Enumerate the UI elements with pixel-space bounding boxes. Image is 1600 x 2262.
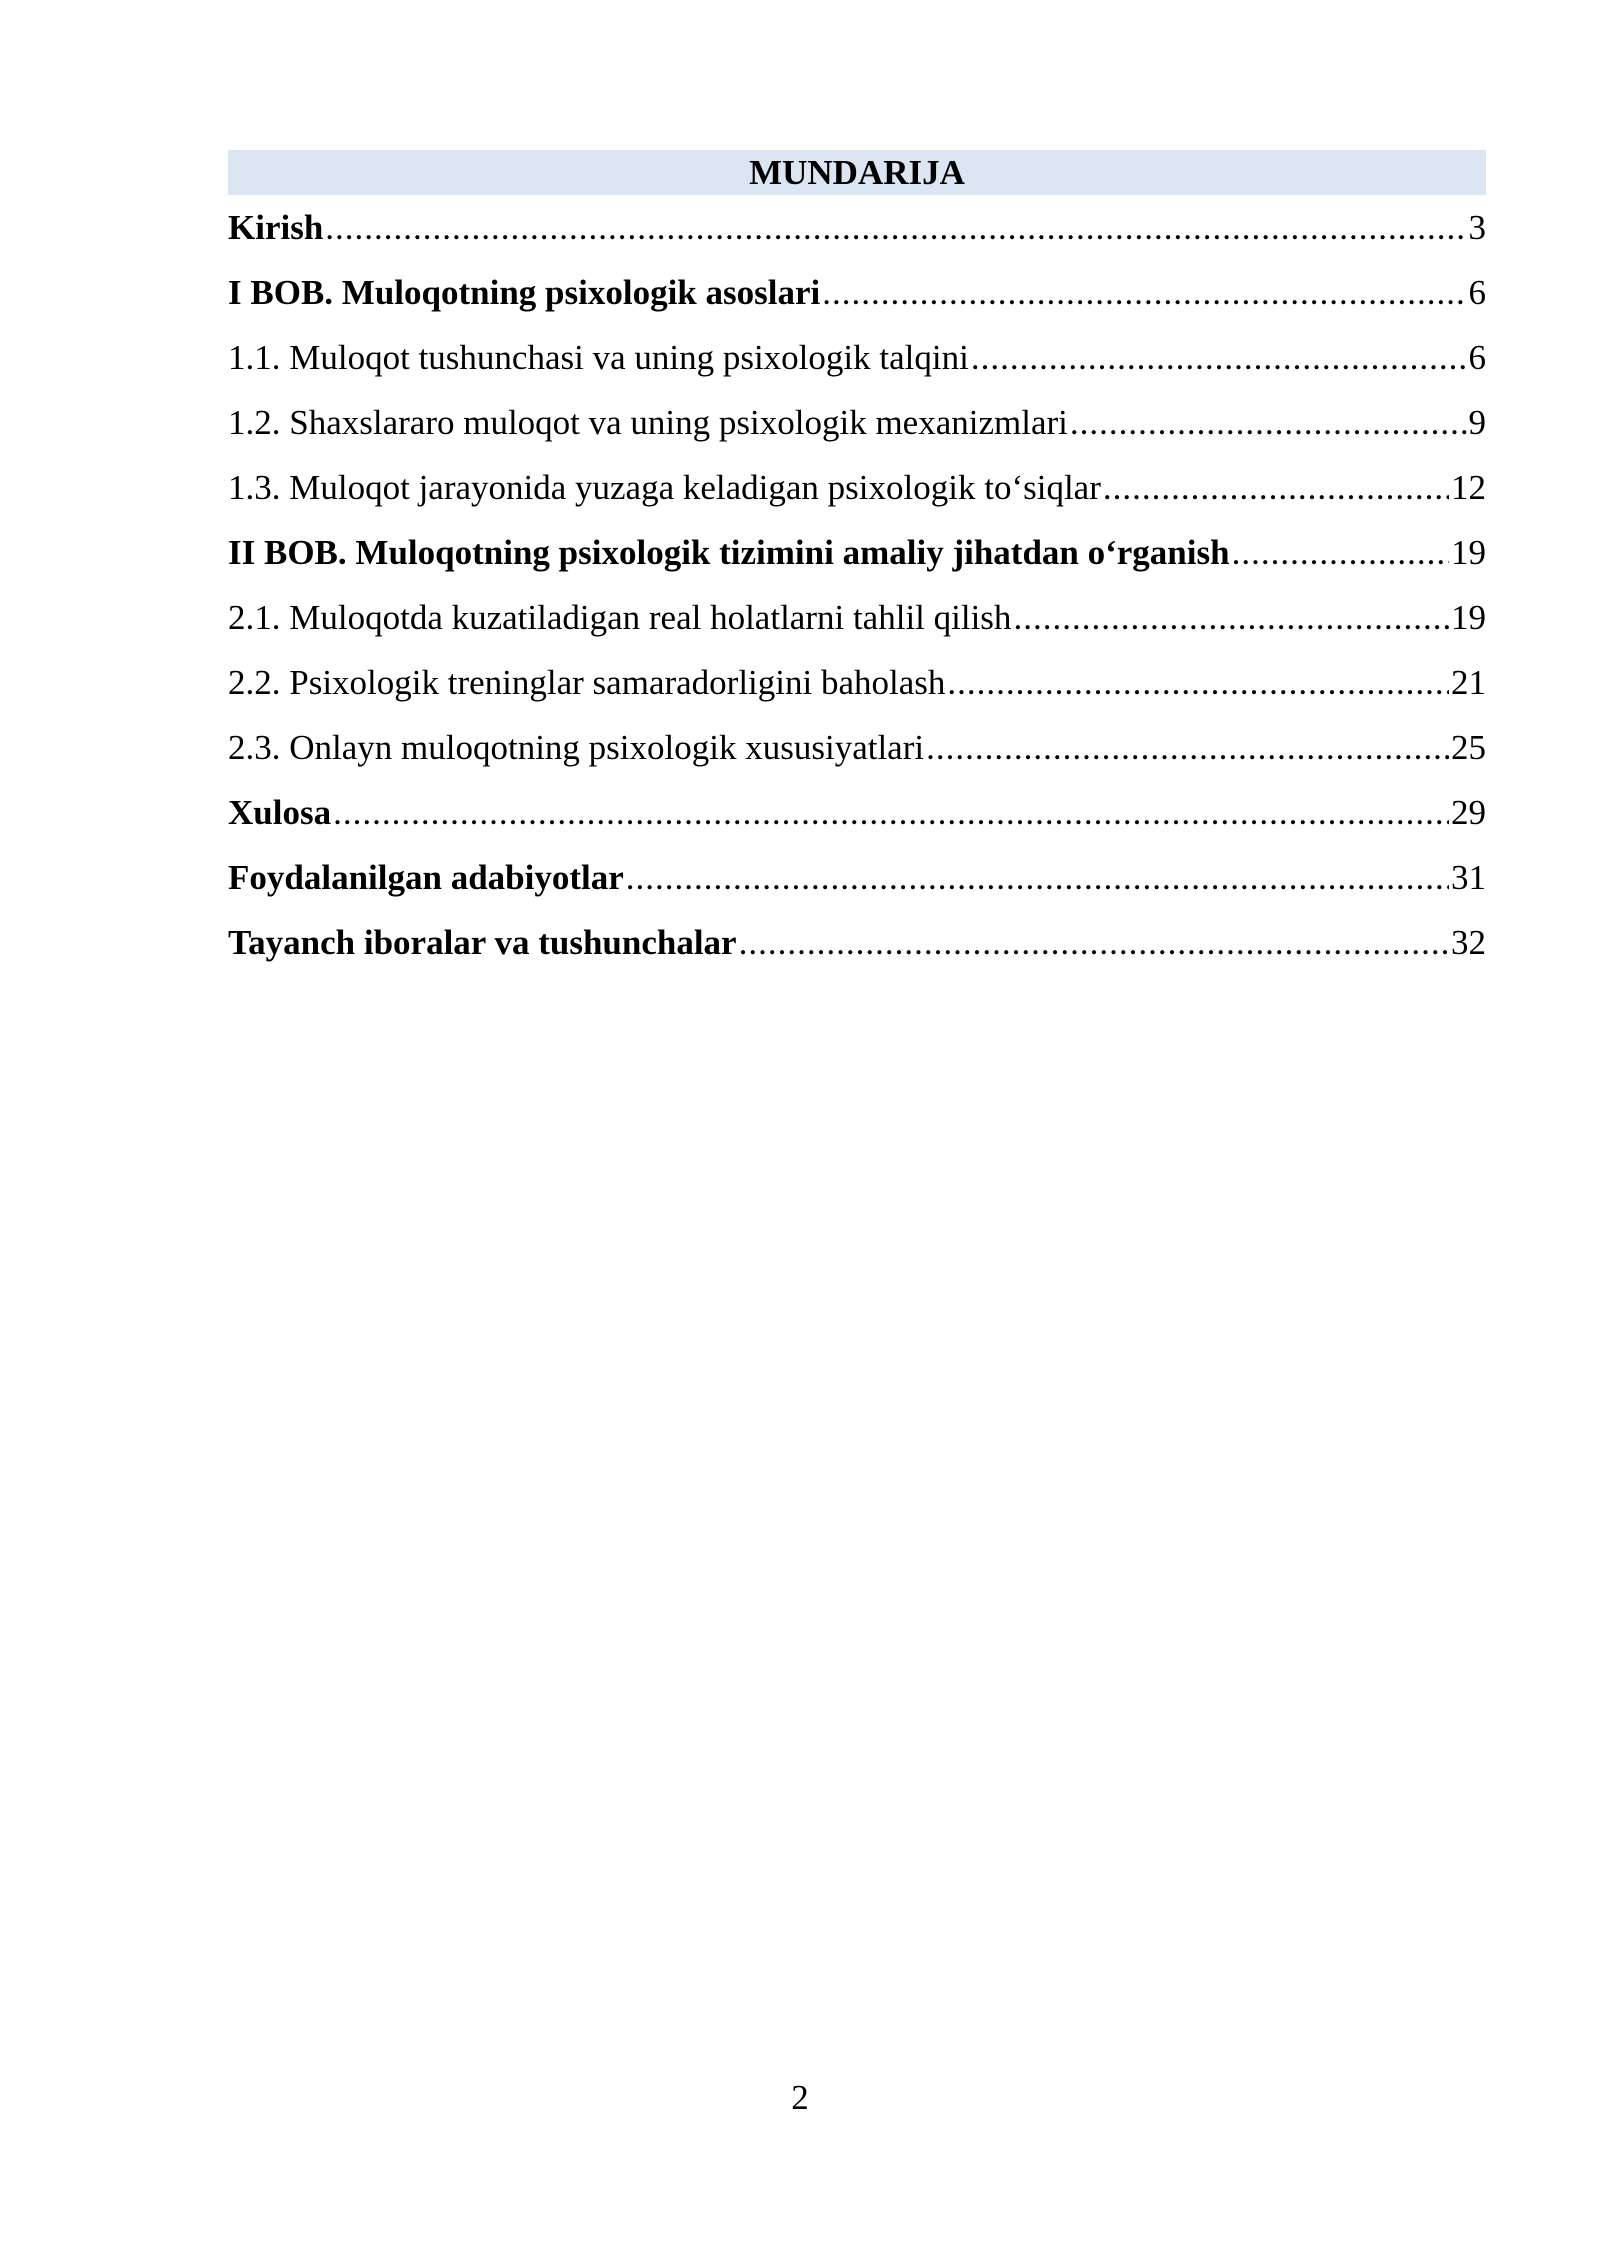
toc-entry-title: II BOB. Muloqotning psixologik tizimini amaliy jihatdan o‘rganish — [228, 533, 1230, 572]
toc-heading: MUNDARIJA — [228, 150, 1486, 195]
toc-dot-leader — [325, 195, 1466, 260]
toc-entry-page: 6 — [1468, 338, 1486, 377]
toc-entry-title: Foydalanilgan adabiyotlar — [228, 858, 624, 897]
toc-dot-leader — [1070, 390, 1467, 455]
toc-entry-page: 25 — [1451, 728, 1486, 767]
toc-entry-page: 6 — [1468, 273, 1486, 312]
toc-entry-page: 31 — [1451, 858, 1486, 897]
toc-entry[interactable] — [228, 260, 1486, 325]
toc-entry[interactable] — [228, 715, 1486, 780]
toc-entry-title: 2.3. Onlayn muloqotning psixologik xususiyatlari — [228, 728, 925, 767]
toc-dot-leader — [947, 650, 1449, 715]
toc-entry-page: 32 — [1451, 923, 1486, 962]
toc-entry[interactable] — [228, 650, 1486, 715]
toc-dot-leader — [1013, 585, 1449, 650]
toc-dot-leader — [822, 260, 1466, 325]
toc-dot-leader — [1103, 455, 1449, 520]
toc-entry-title: I BOB. Muloqotning psixologik asoslari — [228, 273, 821, 312]
toc-entry-page: 19 — [1451, 598, 1486, 637]
toc-entry[interactable] — [228, 780, 1486, 845]
toc-entry-title: Xulosa — [228, 793, 332, 832]
toc-entry-title: 2.1. Muloqotda kuzatiladigan real holatlarni tahlil qilish — [228, 598, 1012, 637]
toc-dot-leader — [926, 715, 1449, 780]
toc-entry[interactable] — [228, 325, 1486, 390]
toc-entry-page: 21 — [1451, 663, 1486, 702]
toc-entry-page: 19 — [1451, 533, 1486, 572]
toc-entry-title: Kirish — [228, 208, 324, 247]
toc-entry-page: 3 — [1468, 208, 1486, 247]
toc-entry-title: 1.2. Shaxslararo muloqot va uning psixologik mexanizmlari — [228, 403, 1068, 442]
toc-entry-page: 9 — [1468, 403, 1486, 442]
toc-entry[interactable] — [228, 845, 1486, 910]
toc-entry-page: 12 — [1451, 468, 1486, 507]
toc-entry[interactable] — [228, 455, 1486, 520]
toc-entry-title: 1.1. Muloqot tushunchasi va uning psixologik talqini — [228, 338, 969, 377]
toc-dot-leader — [739, 910, 1449, 975]
table-of-contents — [228, 150, 1486, 975]
toc-entry[interactable] — [228, 520, 1486, 585]
page-number: 2 — [791, 2078, 809, 2117]
toc-entry-title: Tayanch iboralar va tushunchalar — [228, 923, 737, 962]
toc-dot-leader — [333, 780, 1449, 845]
toc-entry[interactable] — [228, 585, 1486, 650]
toc-dot-leader — [1232, 520, 1449, 585]
toc-entry-title: 1.3. Muloqot jarayonida yuzaga keladigan psixologik to‘siqlar — [228, 468, 1101, 507]
toc-entry[interactable] — [228, 910, 1486, 975]
toc-entry-title: 2.2. Psixologik treninglar samaradorligini baholash — [228, 663, 946, 702]
toc-dot-leader — [971, 325, 1467, 390]
toc-dot-leader — [626, 845, 1449, 910]
toc-entry[interactable] — [228, 390, 1486, 455]
toc-entry[interactable] — [228, 195, 1486, 260]
toc-entry-page: 29 — [1451, 793, 1486, 832]
